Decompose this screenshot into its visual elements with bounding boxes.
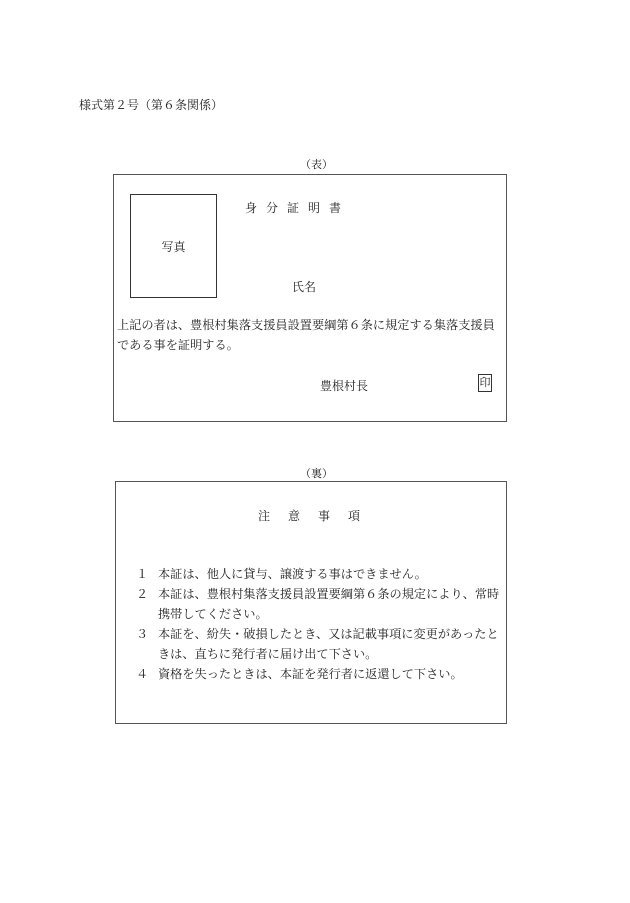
name-label: 氏名	[292, 280, 317, 294]
certification-text: 上記の者は、豊根村集落支援員設置要綱第６条に規定する集落支援員である事を証明する。	[117, 318, 495, 352]
note-item	[136, 564, 504, 584]
note-number: ４	[136, 667, 149, 681]
front-side-label: （表）	[300, 158, 333, 171]
card-title: 身分証明書	[245, 201, 351, 215]
note-text: 本証は、他人に貸与、譲渡する事はできません。	[158, 567, 427, 581]
note-text: 本証は、豊根村集落支援員設置要綱第６条の規定により、常時携帯してください。	[158, 587, 500, 621]
back-side-label: （裏）	[300, 467, 333, 480]
notes-list	[136, 564, 504, 684]
note-item	[136, 624, 504, 664]
note-item	[136, 584, 504, 624]
id-card-back	[115, 481, 507, 724]
photo-label: 写真	[161, 240, 186, 254]
form-number-label: 様式第２号（第６条関係）	[79, 98, 224, 112]
note-number: ３	[136, 627, 149, 641]
photo-placeholder	[130, 194, 217, 298]
note-item	[136, 664, 504, 684]
note-text: 資格を失ったときは、本証を発行者に返還して下さい。	[158, 667, 463, 681]
note-number: ２	[136, 587, 149, 601]
note-number: １	[136, 567, 149, 581]
mayor-label: 豊根村長	[320, 379, 369, 393]
notes-title: 注意事項	[258, 509, 379, 523]
note-text: 本証を、紛失・破損したとき、又は記載事項に変更があったときは、直ちに発行者に届け出て下さい。	[158, 627, 499, 661]
seal-mark: 印	[478, 374, 492, 392]
id-card-front	[113, 174, 507, 422]
